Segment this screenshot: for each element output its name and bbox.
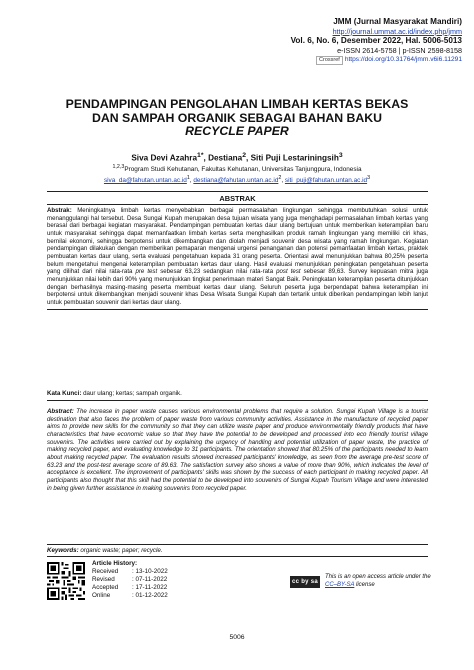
author-3-sup: 3 [338,152,343,159]
abstrak-label: Abstrak: [47,207,72,214]
journal-volume: Vol. 6, No. 6, Desember 2022, Hal. 5006-5013 [290,36,462,45]
license-note [325,574,445,589]
journal-name: JMM (Jurnal Masyarakat Mandiri) [333,17,462,26]
abstract-text: The increase in paper waste causes various environmental problems that require a solution. Sungai Kupah Village is a tourist destination that also faces the problem of paper waste from various community activities. Assistance in the manufacture of recycled paper aims to provide new skills for the community so that they can utilize waste paper and produce environmentally friendly products that have characteristics that have economic value so that they have the potential to be developed and processed into eco friendly tourist village souvenirs. The activities were carried out by explaining the urgency of handling and potential utilization of paper waste, the practice of making recycled paper, and evaluating knowledge to 31 participants. The orientation showed that 80.25% of the participants needed to learn about making recycled paper. The evaluation results showed increased participants' knowledge, as seen from the average pre-test score of 63.23 and the post-test average score of 89.63. The satisfaction survey also shows a value of more than 90%, which indicates the level of acceptance is excellent. The improvement of participants' skills was shown by the success of each participant in making recycled paper. All participants also thought that this skill had the potential to be developed into souvenirs of Sungai Kupah Tourism Village and were interested in being given further assistance in making souvenirs from recycled paper. [47,408,428,492]
license-text: This is an open access article under the [325,574,431,580]
abstrak-pre: pre test [135,268,158,276]
author-1: Siva Devi Azahra [131,153,198,163]
abstrak-heading: ABSTRAK [47,192,428,205]
revised-label: Revised [92,576,115,584]
accepted-date: : 17-11-2022 [132,584,168,592]
kata-kunci [47,390,428,401]
qr-code-icon [47,562,85,600]
history-accepted [92,584,168,592]
online-label: Online [92,592,111,600]
license-tail: license [354,581,375,588]
email-3-sup: 3 [367,175,371,182]
author-2: Destiana [208,153,243,163]
journal-header [232,17,462,65]
crossref-logo-icon: Crossref [316,56,343,65]
abstrak-body-3: sebesar 89,63. Survey kepuasan mitra juga menunjukkan nilai lebih dari 90% yang menunjukkan tingkat penerimaan materi Sangat Baik. Peningkatan keterampilan peserta ditunjukkan dengan berhasilnya masing-masing peserta membuat kertas daur ulang. Seluruh peserta juga berpendapat bahwa keterampilan ini berpotensi untuk dikembangkan menjadi souvenir khas Desa Wisata Sungai Kupah dan tertarik untuk diberikan pendampingan lebih lanjut untuk pembuatan souvenir dari kertas daur ulang. [47,268,428,306]
author-1-sup: 1* [197,152,204,159]
history-online [92,592,168,600]
title-line-1: PENDAMPINGAN PENGOLAHAN LIMBAH KERTAS BEKAS [65,97,409,111]
email-2[interactable]: destiana@fahutan.untan.ac.id [193,177,279,185]
abstrak-body-2: sebesar 63,23 sedangkan nilai rata-rata [157,268,277,276]
history-received [92,568,168,576]
paper-title [40,98,434,139]
received-date: : 13-10-2022 [132,568,168,576]
keywords [47,544,428,557]
english-abstract [47,408,428,492]
accepted-label: Accepted [92,584,119,592]
title-line-3: RECYCLE PAPER [185,124,289,138]
article-history [92,560,168,600]
email-1-sup: 1 [186,175,190,182]
revised-date: : 07-11-2022 [132,576,168,584]
affiliation-sup: 1,2,3 [112,164,125,170]
affiliation: $^{1,2,3}$Program Studi Kehutanan, Fakultas Kehutanan, Universitas Tanjungpura, Indonesia $siva\_da@fahutan.untan.ac.id^1$, $destiana@fahutan.untan.ac.id^2$, $siti\_puji@fahutan.untan.ac.id^3$ [103,164,371,185]
abstrak-post: post test [276,268,301,276]
kata-kunci-text: daur ulang; kertas; sampah organik. [81,390,182,397]
history-revised [92,576,168,584]
abstrak-text [47,205,428,309]
author-list [20,152,454,163]
keywords-text: organic waste; paper; recycle. [78,547,163,554]
email-1[interactable]: siva_da@fahutan.untan.ac.id [103,177,187,185]
affiliation-text: Program Studi Kehutanan, Fakultas Kehutanan, Universitas Tanjungpura, Indonesia [124,166,362,174]
author-sep: , [246,153,251,163]
page-number: 5006 [229,634,245,641]
journal-url[interactable]: http://journal.ummat.ac.id/index.php/jmm [332,26,462,36]
doi-line [232,55,462,65]
online-date: : 01-12-2022 [132,592,168,600]
abstract-label: Abstract: [47,408,74,415]
email-3[interactable]: siti_puji@fahutan.untan.ac.id [284,177,368,185]
cc-license-icon: cc by sa [290,576,320,588]
email-2-sup: 2 [278,175,282,182]
journal-issn: e-ISSN 2614-5758 | p-ISSN 2598-8158 [337,45,462,55]
abstrak-box [47,191,428,310]
received-label: Received [92,568,119,576]
author-3: Siti Puji Lestariningsih [250,153,339,163]
author-2-sup: 2 [242,152,247,159]
doi-link[interactable]: https://doi.org/10.31764/jmm.v6i6.11291 [344,56,462,63]
kata-kunci-label: Kata Kunci: [47,390,82,397]
license-link[interactable]: CC–BY-SA [325,581,355,588]
keywords-label: Keywords: [47,547,79,554]
author-sep: , [203,153,209,163]
abstrak-body-1: Meningkatnya limbah kertas menyebabkan berbagai permasalahan lingkungan sehingga membutuhkan solusi untuk menanggulangi hal tersebut. Desa Sungai Kupah merupakan desa tujuan wisata yang juga menghadapi permasalahan limbah kertas yang berasal dari berbagai kegiatan masyarakat. Pendampingan pembuatan kertas daur ulang bertujuan untuk memberikan keterampilan baru untuk masyarakat sehingga dapat memanfaatkan limbah kertas serta menghasilkan produk ramah lingkungan yang memiliki ciri khas, bernilai ekonomi, sehingga berpotensi untuk dikembangkan dan diolah menjadi souvenir desa wisata yang ramah lingkungan. Kegiatan pendampingan dilakukan dengan memberikan pemaparan mengenai urgensi penanganan dan potensi pemanfaatan limbah kertas, praktek pembuatan kertas daur ulang, serta evaluasi pengetahuan kepada 31 orang peserta. Orientasi awal menunjukkan bahwa 80,25% peserta belum mengetahui mengenai keterampilan pembuatan kertas daur ulang. Hasil evaluasi menunjukkan peningkatan pengetahuan peserta yang dilihat dari nilai rata-rata [47,207,428,276]
history-heading: Article History: [92,560,138,567]
title-line-2: DAN SAMPAH ORGANIK SEBAGAI BAHAN BAKU [91,110,383,125]
